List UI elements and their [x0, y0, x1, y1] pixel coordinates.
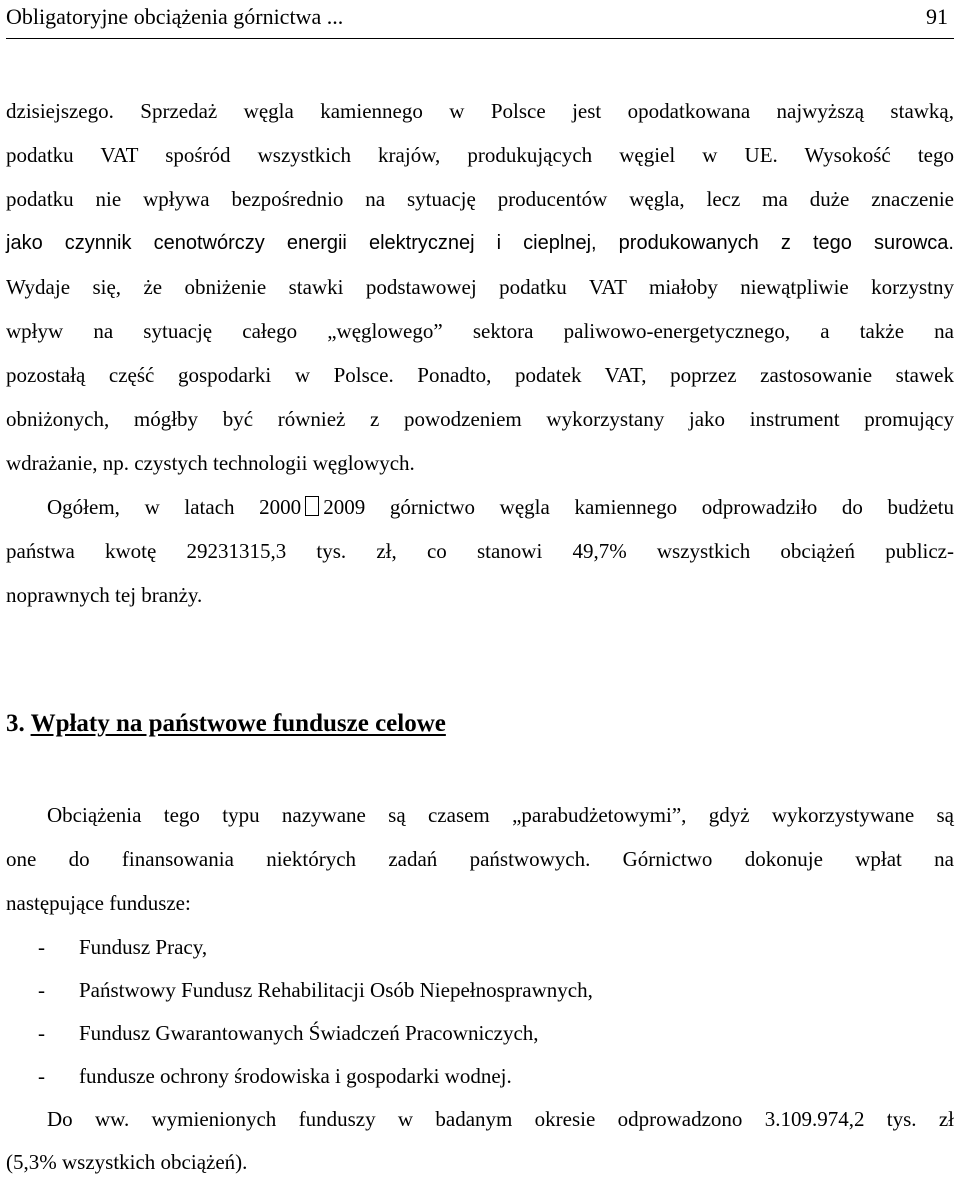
paragraph-line: pozostałą część gospodarki w Polsce. Ponadto, podatek VAT, poprzez zastosowanie stawek: [6, 363, 954, 387]
paragraph-line: Wydaje się, że obniżenie stawki podstawowej podatku VAT miałoby niewątpliwie korzystny: [6, 275, 954, 299]
paragraph-line: Obciążenia tego typu nazywane są czasem „parabudżetowymi”, gdyż wykorzystywane są: [47, 803, 954, 827]
section-heading: [6, 710, 446, 738]
paragraph-line: podatku nie wpływa bezpośrednio na sytuację producentów węgla, lecz ma duże znaczenie: [6, 187, 954, 211]
paragraph-line: (5,3% wszystkich obciążeń).: [6, 1150, 248, 1174]
paragraph-line: wdrażanie, np. czystych technologii węglowych.: [6, 451, 415, 475]
paragraph-line: dzisiejszego. Sprzedaż węgla kamiennego w Polsce jest opodatkowana najwyższą stawką,: [6, 99, 954, 123]
paragraph-line: jako czynnik cenotwórczy energii elektrycznej i cieplnej, produkowanych z tego surowca.: [6, 232, 954, 254]
paragraph-line: noprawnych tej branży.: [6, 583, 203, 607]
page-header: [6, 0, 954, 39]
paragraph-line: następujące fundusze:: [6, 891, 191, 915]
section-number: 3.: [6, 710, 25, 737]
page-number: 91: [926, 4, 948, 29]
paragraph-line: podatku VAT spośród wszystkich krajów, produkujących węgiel w UE. Wysokość tego: [6, 143, 954, 167]
list-item-text: fundusze ochrony środowiska i gospodarki wodnej.: [79, 1064, 512, 1088]
paragraph-line: one do finansowania niektórych zadań państwowych. Górnictwo dokonuje wpłat na: [6, 847, 954, 871]
list-item-text: Państwowy Fundusz Rehabilitacji Osób Niepełnosprawnych,: [79, 978, 593, 1002]
paragraph-line: wpływ na sytuację całego „węglowego” sektora paliwowo-energetycznego, a także na: [6, 319, 954, 343]
paragraph-line: obniżonych, mógłby być również z powodzeniem wykorzystany jako instrument promujący: [6, 407, 954, 431]
paragraph-line: [47, 494, 954, 520]
section-title: Wpłaty na państwowe fundusze celowe: [30, 710, 446, 737]
text-span: 2009 górnictwo węgla kamiennego odprowadziło do budżetu: [323, 495, 955, 519]
running-title: Obligatoryjne obciążenia górnictwa ...: [6, 4, 344, 29]
list-dash: -: [38, 1021, 45, 1045]
missing-glyph-icon: [305, 496, 319, 516]
list-dash: -: [38, 978, 45, 1002]
paragraph-line: państwa kwotę 29231315,3 tys. zł, co stanowi 49,7% wszystkich obciążeń publicz-: [6, 539, 954, 563]
list-dash: -: [38, 935, 45, 959]
list-item-text: Fundusz Gwarantowanych Świadczeń Pracowniczych,: [79, 1021, 539, 1045]
list-item-text: Fundusz Pracy,: [79, 935, 208, 959]
text-span: Ogółem, w latach 2000: [47, 495, 302, 519]
list-dash: -: [38, 1064, 45, 1088]
paragraph-line: Do ww. wymienionych funduszy w badanym okresie odprowadzono 3.109.974,2 tys. zł: [47, 1107, 954, 1131]
